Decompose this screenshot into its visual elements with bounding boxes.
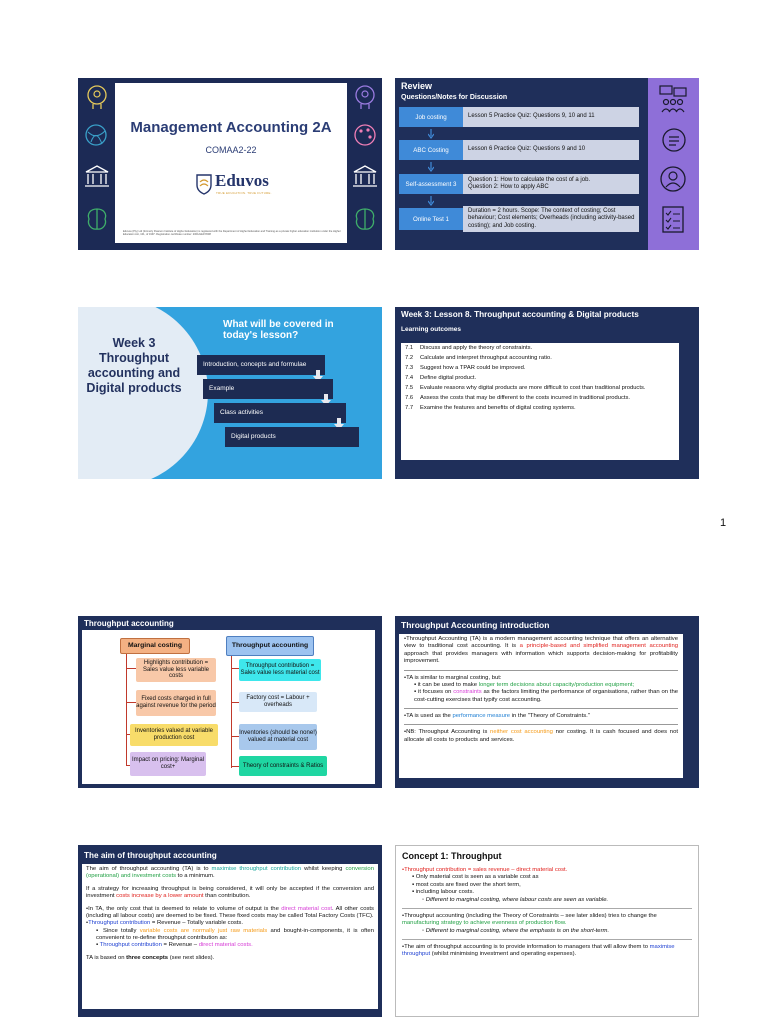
marginal-item: Impact on pricing: Marginal cost+ (130, 752, 206, 776)
lesson-question: What will be covered in today's lesson? (223, 319, 334, 341)
outcomes-list (401, 343, 679, 460)
row-label: Online Test 1 (399, 208, 463, 230)
list-item: 7.1 Discuss and apply the theory of constraints. (405, 345, 533, 351)
list-item: 7.2 Calculate and interpret throughput accounting ratio. (405, 354, 552, 361)
title-card (115, 83, 347, 243)
slide-learning-outcomes (395, 307, 699, 479)
marginal-item: Highlights contribution = Sales value less variable costs (136, 658, 216, 682)
row-label: ABC Costing (399, 140, 463, 160)
bullet: • In TA, the only cost that is deemed to relate to volume of output is the direct material cost. All other costs (including all labour costs) are deemed to be fixed. These fixed costs may be called Total Factory Costs (TFC). (86, 906, 374, 921)
discussion-group-icon (658, 84, 688, 114)
list-item: 7.5 Evaluate reasons why digital products are more difficult to cost than traditional products. (405, 384, 646, 391)
left-connector (126, 654, 127, 766)
note: ◦ Different to marginal costing, where the emphasis is on the short-term. (402, 928, 692, 935)
connector (231, 736, 239, 737)
user-profile-icon (658, 164, 688, 194)
divider (402, 908, 692, 909)
slide-title: Throughput Accounting introduction (401, 620, 550, 630)
bullet: • TA is used as the performance measure in the "Theory of Constraints." (404, 713, 678, 720)
bullet: • TA is similar to marginal costing, but: (404, 675, 678, 682)
globe-network-icon (82, 120, 112, 150)
throughput-item: Throughput contribution = Sales value less material cost (239, 659, 321, 681)
slide-body (399, 634, 683, 778)
slide-ta-introduction (395, 616, 699, 788)
slide-throughput-accounting (78, 616, 382, 788)
step-class-activities: Class activities (214, 403, 346, 423)
divider (404, 724, 678, 725)
list-item: 7.3 Suggest how a TPAR could be improved. (405, 364, 526, 371)
row-label: Self-assessment 3 (399, 174, 463, 194)
course-title: Management Accounting 2A (130, 119, 332, 136)
row-text: Duration = 2 hours. Scope: The context of costing; Cost behaviour; Cost elements; Overheads (including activity-based costing); and Job costing. (463, 206, 639, 232)
icon-panel (648, 78, 699, 250)
arrow-down-icon (428, 196, 434, 206)
row-text: Question 1: How to calculate the cost of a job. Question 2: How to apply ABC (463, 174, 639, 194)
page-number: 1 (720, 517, 727, 529)
sub-bullet: ▪ Only material cost is seen as a variable cost as (402, 874, 692, 881)
paragraph: TA is based on three concepts (see next slides). (86, 954, 215, 961)
connector (231, 702, 239, 703)
bullet: • Throughput contribution = Revenue – Totally variable costs. (86, 920, 374, 927)
divider (404, 708, 678, 709)
slide-body (82, 864, 378, 1009)
divider (404, 670, 678, 671)
connector (231, 668, 239, 669)
throughput-item: Inventories (should be none!) valued at material cost (239, 724, 317, 750)
slide-title: The aim of throughput accounting (84, 851, 217, 860)
sub-bullet: ▪ it focuses on constraints as the factors limiting the performance of organisations, rather than on the cost-cutting exercises that typify cost accounting. (404, 689, 678, 704)
slide-subtitle: Questions/Notes for Discussion (401, 94, 508, 101)
sub-bullet: ▪ Throughput contribution = Revenue – direct material costs. (86, 942, 374, 949)
note: ◦ Different to marginal costing, where labour costs are seen as variable. (402, 897, 692, 904)
head-gears-icon (350, 82, 380, 112)
slide-aim-of-ta (78, 845, 382, 1017)
arrow-down-icon (428, 162, 434, 172)
throughput-item: Factory cost = Labour + overheads (239, 692, 317, 712)
slide-title: Review (401, 81, 433, 91)
slide-concept-throughput (395, 845, 699, 1017)
right-connector (231, 656, 232, 768)
marginal-item: Fixed costs charged in full against revenue for the period (136, 690, 216, 716)
chat-bubbles-icon (658, 124, 688, 154)
arrow-down-icon (428, 129, 434, 139)
slide-title (78, 78, 382, 250)
slide-week-overview (78, 307, 382, 479)
throughput-item: Theory of constraints & Ratios (239, 756, 327, 776)
list-item: 7.6 Assess the costs that may be different to the costs incurred in traditional products. (405, 394, 630, 401)
row-text: Lesson 6 Practice Quiz: Questions 9 and 10 (463, 140, 639, 160)
connector (126, 668, 136, 669)
bullet: • Throughput Accounting (TA) is a modern management accounting technique that offers an alternative view to traditional cost accounting. It is a principle-based and simplified management accounting approach that provides managers with information which supports decision-making for profitability improvement. (404, 636, 678, 666)
sub-bullet: ▪ including labour costs. (402, 889, 692, 896)
sub-bullet: ▪ it can be used to make longer term decisions about capacity/production equipment; (404, 682, 678, 689)
sub-bullet: ▪ most costs are fixed over the short term, (402, 882, 692, 889)
paragraph: The aim of throughput accounting (TA) is to maximise throughput contribution whilst keeping conversion (operational) and investment costs to a minimum. (86, 866, 374, 880)
slide-title: Throughput accounting (84, 619, 174, 628)
courthouse-scales-icon (82, 162, 112, 192)
divider (402, 939, 692, 940)
brain-circuit-icon (82, 204, 112, 234)
step-digital-products: Digital products (225, 427, 359, 447)
checklist-icon (658, 204, 688, 234)
connector (126, 702, 136, 703)
course-code: COMAA2-22 (205, 145, 257, 155)
fine-print: Eduvos (Pty) Ltd (formerly Pearson Institute of Higher Education) is registered with the Department of Higher Education and Training as a private higher education institution under the Higher Education Act, 101, of 1997. Registration certificate number: 2001/HE07/008 (123, 230, 341, 237)
bullet: • NB: Throughput Accounting is neither cost accounting nor costing. It is cash focused and does not allocate all costs to products and services. (404, 729, 678, 744)
connector (231, 766, 239, 767)
sub-bullet: ▪ Since totally variable costs are normally just raw materials and bought-in-components, it is often convenient to re-define throughput contribution as: (86, 928, 374, 943)
week-title: Week 3 Throughput accounting and Digital products (86, 336, 182, 395)
logo-name: Eduvos (215, 171, 269, 190)
eduvos-logo (191, 171, 281, 197)
slide-body (402, 867, 692, 959)
row-text: Lesson 5 Practice Quiz: Questions 9, 10 and 11 (463, 107, 639, 127)
slide-review (395, 78, 699, 250)
shield-icon (195, 173, 213, 195)
step-intro: Introduction, concepts and formulae (197, 355, 325, 375)
logo-tagline: TRUE EDUCATION. TRUE FUTURE. (216, 191, 272, 195)
bullet: • Throughput contribution = sales revenue – direct material cost. (402, 867, 692, 874)
paragraph: If a strategy for increasing throughput is being considered, it will only be accepted if the conversion and investment costs increase by a lower amount than contribution. (86, 885, 374, 900)
bullet: • Throughput accounting (including the Theory of Constraints – see later slides) tries to change the manufacturing strategy to achieve evenness of production flow. (402, 913, 692, 928)
marginal-item: Inventories valued at variable production cost (130, 724, 218, 746)
throughput-accounting-header: Throughput accounting (226, 636, 314, 656)
head-gears-icon (82, 82, 112, 112)
marginal-costing-header: Marginal costing (120, 638, 190, 654)
slide-subtitle: Learning outcomes (401, 326, 461, 333)
slide-title: Week 3: Lesson 8. Throughput accounting & Digital products (401, 310, 639, 319)
list-item: 7.4 Define digital product. (405, 374, 477, 381)
row-label: Job costing (399, 107, 463, 127)
list-item: 7.7 Examine the features and benefits of digital costing systems. (405, 404, 576, 411)
brain-circuit-icon (350, 204, 380, 234)
palette-icon (350, 120, 380, 150)
courthouse-icon (350, 162, 380, 192)
slide-title: Concept 1: Throughput (402, 851, 502, 861)
step-example: Example (203, 379, 333, 399)
bullet: • The aim of throughput accounting is to provide information to managers that will allow them to maximise throughput (whilst minimising investment and operating expenses). (402, 944, 692, 959)
